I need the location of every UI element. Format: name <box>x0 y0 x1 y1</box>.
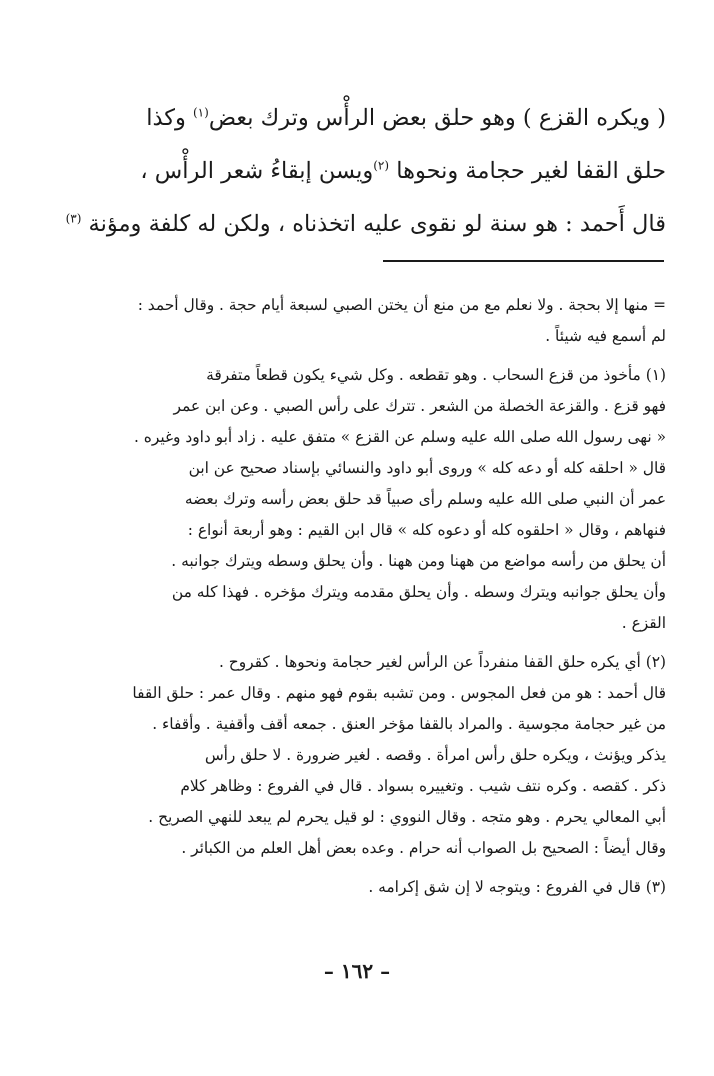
footnote-2 <box>76 647 666 864</box>
main-line-text: ( ويكره القزع ) وهو حلق بعض الرأْس وترك بعض <box>208 105 666 131</box>
footnote-line: قال « احلقه كله أو دعه كله » وروى أبو داود والنسائي بإسناد صحيح عن ابن <box>188 459 666 477</box>
footnote-line: « نهى رسول الله صلى الله عليه وسلم عن القزع » متفق عليه . زاد أبو داود وغيره . <box>134 428 666 446</box>
main-line-text: قال أَحمد : هو سنة لو نقوى عليه اتخذناه ، ولكن له كلفة ومؤنة <box>88 211 666 237</box>
main-line-text: حلق القفا لغير حجامة ونحوها <box>396 158 666 184</box>
footnote-line: عمر أن النبي صلى الله عليه وسلم رأى صبياً قد حلق بعض رأسه وترك بعضه <box>184 490 666 508</box>
footnote-marker: (٢) <box>373 158 390 173</box>
footnote-line: أبي المعالي يحرم . وهو متجه . وقال النووي : لو قيل يحرم لم يبعد للنهي الصريح . <box>148 808 666 826</box>
footnote-line: (١) مأخوذ من قزع السحاب . وهو تقطعه . وكل شيء يكون قطعاً متفرقة <box>206 366 666 384</box>
footnote-line: وقال أيضاً : الصحيح بل الصواب أنه حرام . وعده بعض أهل العلم من الكبائر . <box>181 839 666 857</box>
footnote-line: من غير حجامة مجوسية . والمراد بالقفا مؤخر العنق . جمعه أقف وأقفية . وأقفاء . <box>152 715 666 733</box>
main-line-text: ويسن إبقاءُ شعر الرأْس ، <box>140 158 374 184</box>
page-number: – ١٦٢ – <box>323 959 391 983</box>
main-line <box>76 92 666 145</box>
footnote-marker: (١) <box>192 105 209 120</box>
footnote-continuation <box>76 290 666 352</box>
footnote-line: ذكر . كقصه . وكره نتف شيب . وتغييره بسواد . قال في الفروع : وظاهر كلام <box>180 777 666 795</box>
footnote-separator <box>383 260 664 262</box>
footnote-line: (٣) قال في الفروع : ويتوجه لا إن شق إكرامه . <box>368 878 666 896</box>
footnote-line: فهو قزع . والقزعة الخصلة من الشعر . تترك على رأس الصبي . وعن ابن عمر <box>173 397 666 415</box>
footnote-line: = منها إلا بحجة . ولا نعلم مع من منع أن يختن الصبي لسبعة أيام حجة . وقال أحمد : <box>137 296 666 314</box>
footnote-3 <box>76 872 666 903</box>
main-line <box>76 145 666 198</box>
main-line-text: وكذا <box>146 105 193 131</box>
footnote-line: (٢) أي يكره حلق القفا منفرداً عن الرأس لغير حجامة ونحوها . كقروح . <box>219 653 666 671</box>
footnote-marker: (٣) <box>65 211 82 226</box>
footnotes <box>76 290 666 903</box>
footnote-line: وأن يحلق جوانبه ويترك وسطه . وأن يحلق مقدمه ويترك مؤخره . فهذا كله من <box>171 583 666 601</box>
footnote-line: أن يحلق من رأسه مواضع من ههنا ومن ههنا . وأن يحلق وسطه ويترك جوانبه . <box>171 552 666 570</box>
footnote-line: يذكر ويؤنث ، ويكره حلق رأس امرأة . وقصه . لغير ضرورة . لا حلق رأس <box>204 746 666 764</box>
main-text <box>65 92 666 251</box>
footnote-line: القزع . <box>621 614 666 632</box>
footnote-1 <box>76 360 666 639</box>
footnote-line: قال أحمد : هو من فعل المجوس . ومن تشبه بقوم فهو منهم . وقال عمر : حلق القفا <box>132 684 666 702</box>
footnote-line: لم أسمع فيه شيئاً . <box>545 327 666 345</box>
footnote-line: فنهاهم ، وقال « احلقوه كله أو دعوه كله » قال ابن القيم : وهو أربعة أنواع : <box>187 521 666 539</box>
main-line <box>65 198 666 251</box>
